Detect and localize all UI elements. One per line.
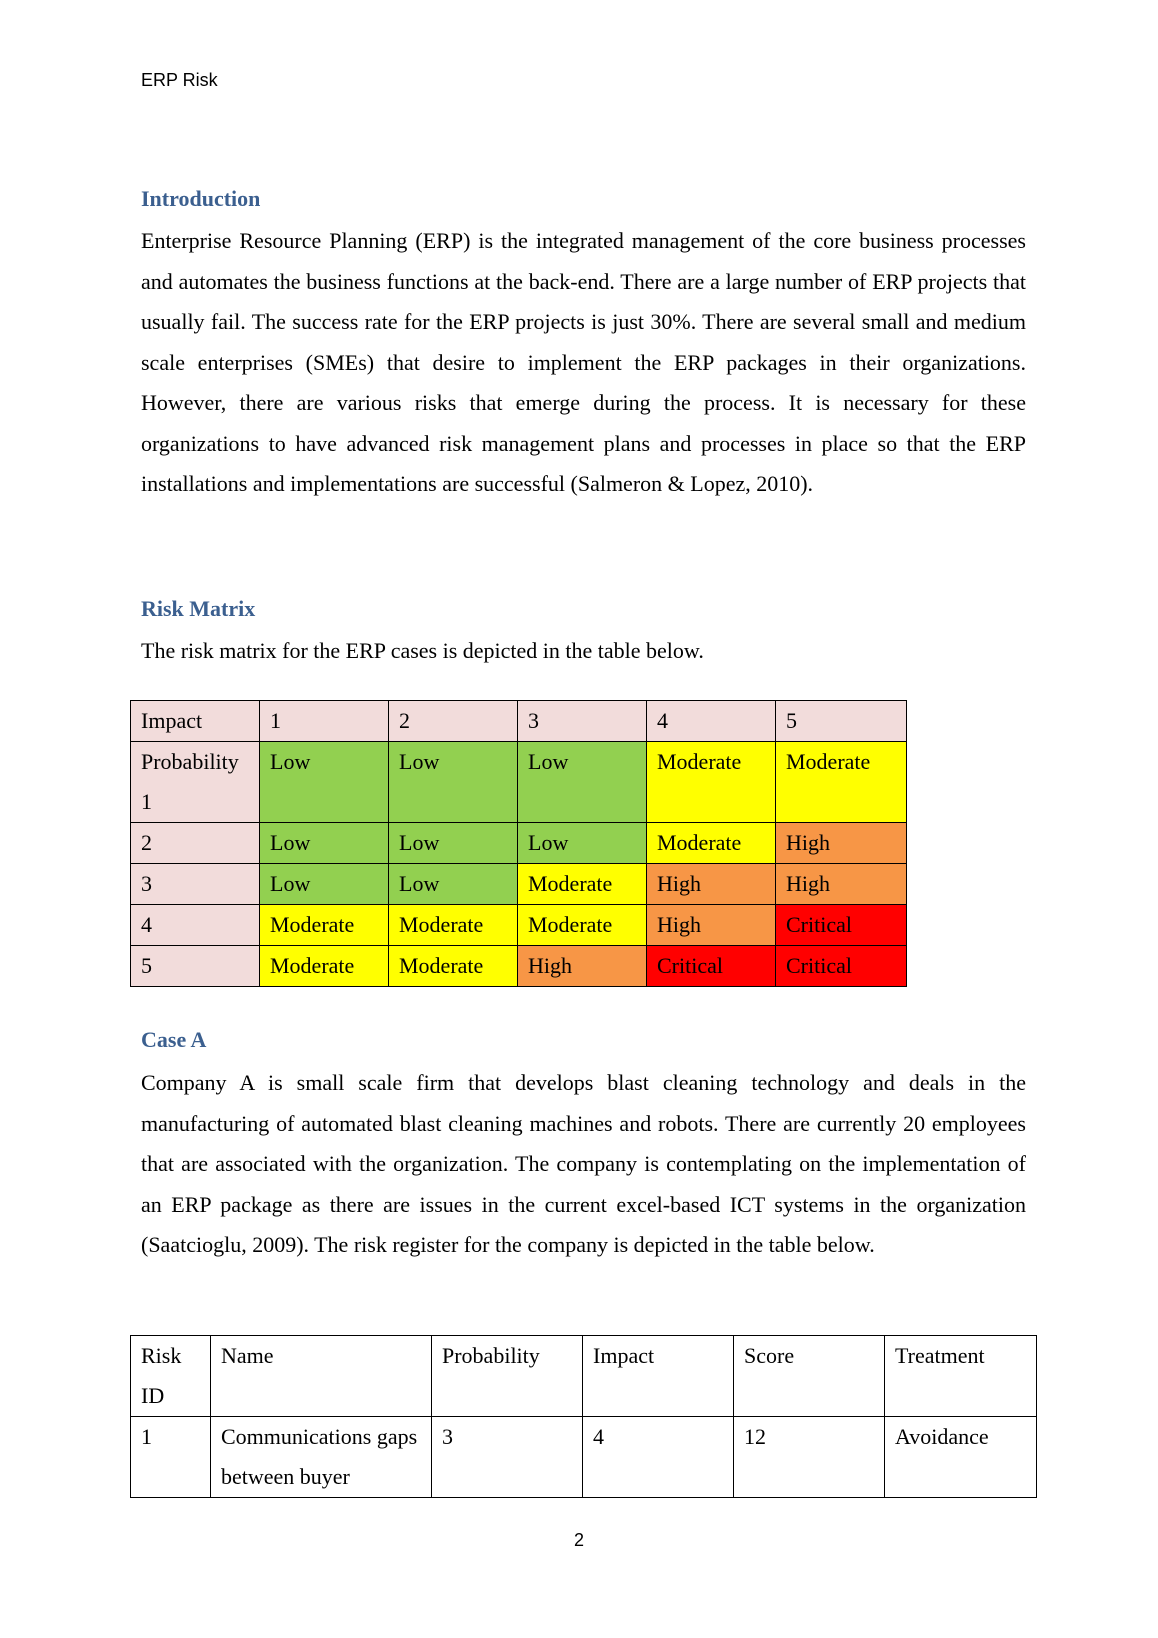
register-risk-id: 1 <box>131 1417 211 1498</box>
matrix-probability-label: 3 <box>131 864 260 905</box>
matrix-cell: Low <box>260 742 389 823</box>
matrix-cell: Moderate <box>647 742 776 823</box>
risk-matrix-intro: The risk matrix for the ERP cases is depicted in the table below. <box>141 638 704 663</box>
matrix-cell: Moderate <box>518 864 647 905</box>
matrix-cell: Moderate <box>389 946 518 987</box>
matrix-row <box>131 742 907 823</box>
matrix-row <box>131 946 907 987</box>
matrix-cell: High <box>776 864 907 905</box>
matrix-impact-level: 2 <box>389 701 518 742</box>
matrix-cell: Moderate <box>260 946 389 987</box>
register-treatment: Avoidance <box>885 1417 1037 1498</box>
register-column-header: Risk ID <box>131 1336 211 1417</box>
matrix-cell: High <box>776 823 907 864</box>
register-column-header: Impact <box>583 1336 734 1417</box>
matrix-cell: High <box>647 905 776 946</box>
matrix-cell: Critical <box>776 905 907 946</box>
register-column-header: Treatment <box>885 1336 1037 1417</box>
matrix-cell: Low <box>260 823 389 864</box>
introduction-heading: Introduction <box>141 186 261 211</box>
matrix-cell: Critical <box>647 946 776 987</box>
matrix-cell: Moderate <box>776 742 907 823</box>
matrix-cell: Moderate <box>389 905 518 946</box>
matrix-header-row <box>131 701 907 742</box>
matrix-impact-level: 4 <box>647 701 776 742</box>
matrix-cell: Low <box>389 742 518 823</box>
matrix-cell: Low <box>389 823 518 864</box>
register-impact: 4 <box>583 1417 734 1498</box>
matrix-impact-level: 3 <box>518 701 647 742</box>
matrix-probability-label: Probability 1 <box>131 742 260 823</box>
register-probability: 3 <box>432 1417 583 1498</box>
register-risk-name: Communications gaps between buyer <box>211 1417 432 1498</box>
matrix-impact-level: 5 <box>776 701 907 742</box>
matrix-cell: Low <box>260 864 389 905</box>
matrix-cell: Moderate <box>647 823 776 864</box>
case-a-heading: Case A <box>141 1027 207 1052</box>
register-column-header: Score <box>734 1336 885 1417</box>
matrix-probability-label: 5 <box>131 946 260 987</box>
matrix-row <box>131 823 907 864</box>
matrix-probability-label: 4 <box>131 905 260 946</box>
register-column-header: Probability <box>432 1336 583 1417</box>
matrix-cell: Low <box>389 864 518 905</box>
register-column-header: Name <box>211 1336 432 1417</box>
matrix-cell: High <box>518 946 647 987</box>
case-a-paragraph: Company A is small scale firm that develops blast cleaning technology and deals in the manufacturing of automated blast cleaning machines and robots. There are currently 20 employees that are associated with the organization. The company is contemplating on the implementation of an ERP package as there are issues in the current excel-based ICT systems in the organization (Saatcioglu, 2009). The risk register for the company is depicted in the table below. <box>141 1070 1026 1257</box>
page-header: ERP Risk <box>141 70 218 90</box>
risk-matrix-table <box>130 700 907 987</box>
matrix-row <box>131 905 907 946</box>
risk-matrix-heading: Risk Matrix <box>141 596 256 621</box>
matrix-cell: Low <box>518 742 647 823</box>
register-row <box>131 1417 1037 1498</box>
introduction-paragraph: Enterprise Resource Planning (ERP) is the integrated management of the core business processes and automates the business functions at the back-end. There are a large number of ERP projects that usually fail. The success rate for the ERP projects is just 30%. There are several small and medium scale enterprises (SMEs) that desire to implement the ERP packages in their organizations. However, there are various risks that emerge during the process. It is necessary for these organizations to have advanced risk management plans and processes in place so that the ERP installations and implementations are successful (Salmeron & Lopez, 2010). <box>141 228 1026 496</box>
matrix-impact-level: 1 <box>260 701 389 742</box>
matrix-impact-label: Impact <box>131 701 260 742</box>
matrix-cell: Low <box>518 823 647 864</box>
matrix-cell: Critical <box>776 946 907 987</box>
matrix-row <box>131 864 907 905</box>
matrix-cell: Moderate <box>260 905 389 946</box>
page-number: 2 <box>573 1530 584 1550</box>
matrix-cell: Moderate <box>518 905 647 946</box>
matrix-probability-label: 2 <box>131 823 260 864</box>
risk-register-table <box>130 1335 1037 1498</box>
register-header-row <box>131 1336 1037 1417</box>
register-score: 12 <box>734 1417 885 1498</box>
matrix-cell: High <box>647 864 776 905</box>
